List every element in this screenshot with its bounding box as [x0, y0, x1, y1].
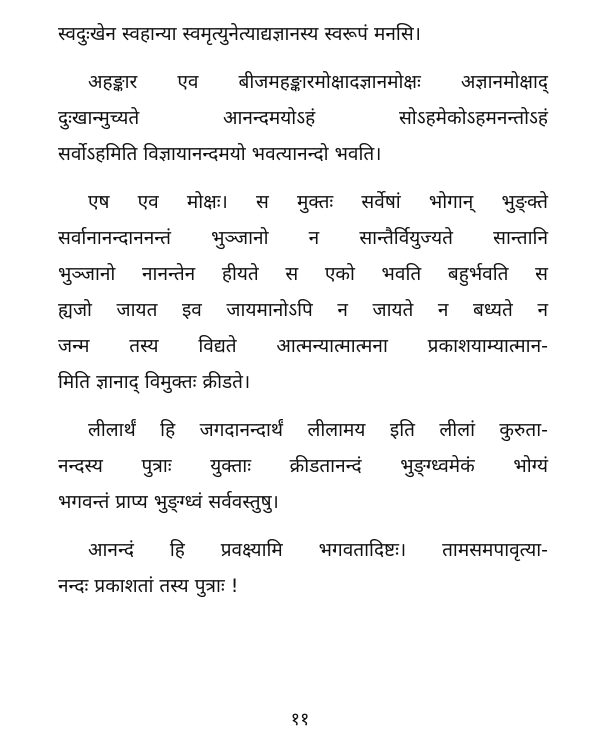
text-line: जन्म तस्य विद्यते आत्मन्यात्मात्मना प्रकाशयाम्यात्मान- [58, 335, 548, 357]
page-body [58, 16, 548, 616]
text-line: मिति ज्ञानाद् विमुक्तः क्रीडते। [58, 371, 251, 393]
text-line: सर्वानानन्दाननन्तं भुञ्जानो न सान्तैर्वियुज्यते सान्तानि [58, 227, 548, 249]
text-line: लीलार्थं हि जगदानन्दार्थं लीलामय इति लीलां कुरुता- [88, 419, 548, 441]
text-line: नन्दस्य पुत्राः युक्ताः क्रीडतानन्दं भुङ्ग्ध्वमेकं भोग्यं [58, 455, 548, 477]
text-line: सर्वोऽहमिति विज्ञायानन्दमयो भवत्यानन्दो भवति। [58, 143, 382, 165]
text-line: ह्यजो जायत इव जायमानोऽपि न जायते न बध्यते न [58, 299, 548, 321]
text-line: स्वदुःखेन स्वहान्या स्वमृत्युनेत्याद्यज्ञानस्य स्वरूपं मनसि। [58, 23, 421, 45]
text-line: भुञ्जानो नानन्तेन हीयते स एको भवति बहुर्भवति स [58, 263, 548, 285]
text-line: दुःखान्मुच्यते आनन्दमयोऽहं सोऽहमेकोऽहमनन्तोऽहं [58, 107, 548, 129]
paragraph [58, 184, 548, 400]
page-number: ११ [290, 709, 310, 730]
paragraph [58, 64, 548, 172]
text-line: नन्दः प्रकाशतां तस्य पुत्राः ! [58, 575, 239, 597]
text-line: एष एव मोक्षः। स मुक्तः सर्वेषां भोगान् भुङ्क्ते [88, 191, 548, 213]
text-line: आनन्दं हि प्रवक्ष्यामि भगवतादिष्टः। तामसमपावृत्या- [88, 539, 548, 561]
text-line: अहङ्कार एव बीजमहङ्कारमोक्षादज्ञानमोक्षः अज्ञानमोक्षाद् [88, 71, 548, 93]
paragraph [58, 412, 548, 520]
paragraph [58, 532, 548, 604]
text-line: भगवन्तं प्राप्य भुङ्ग्ध्वं सर्ववस्तुषु। [58, 491, 279, 513]
paragraph [58, 16, 548, 52]
